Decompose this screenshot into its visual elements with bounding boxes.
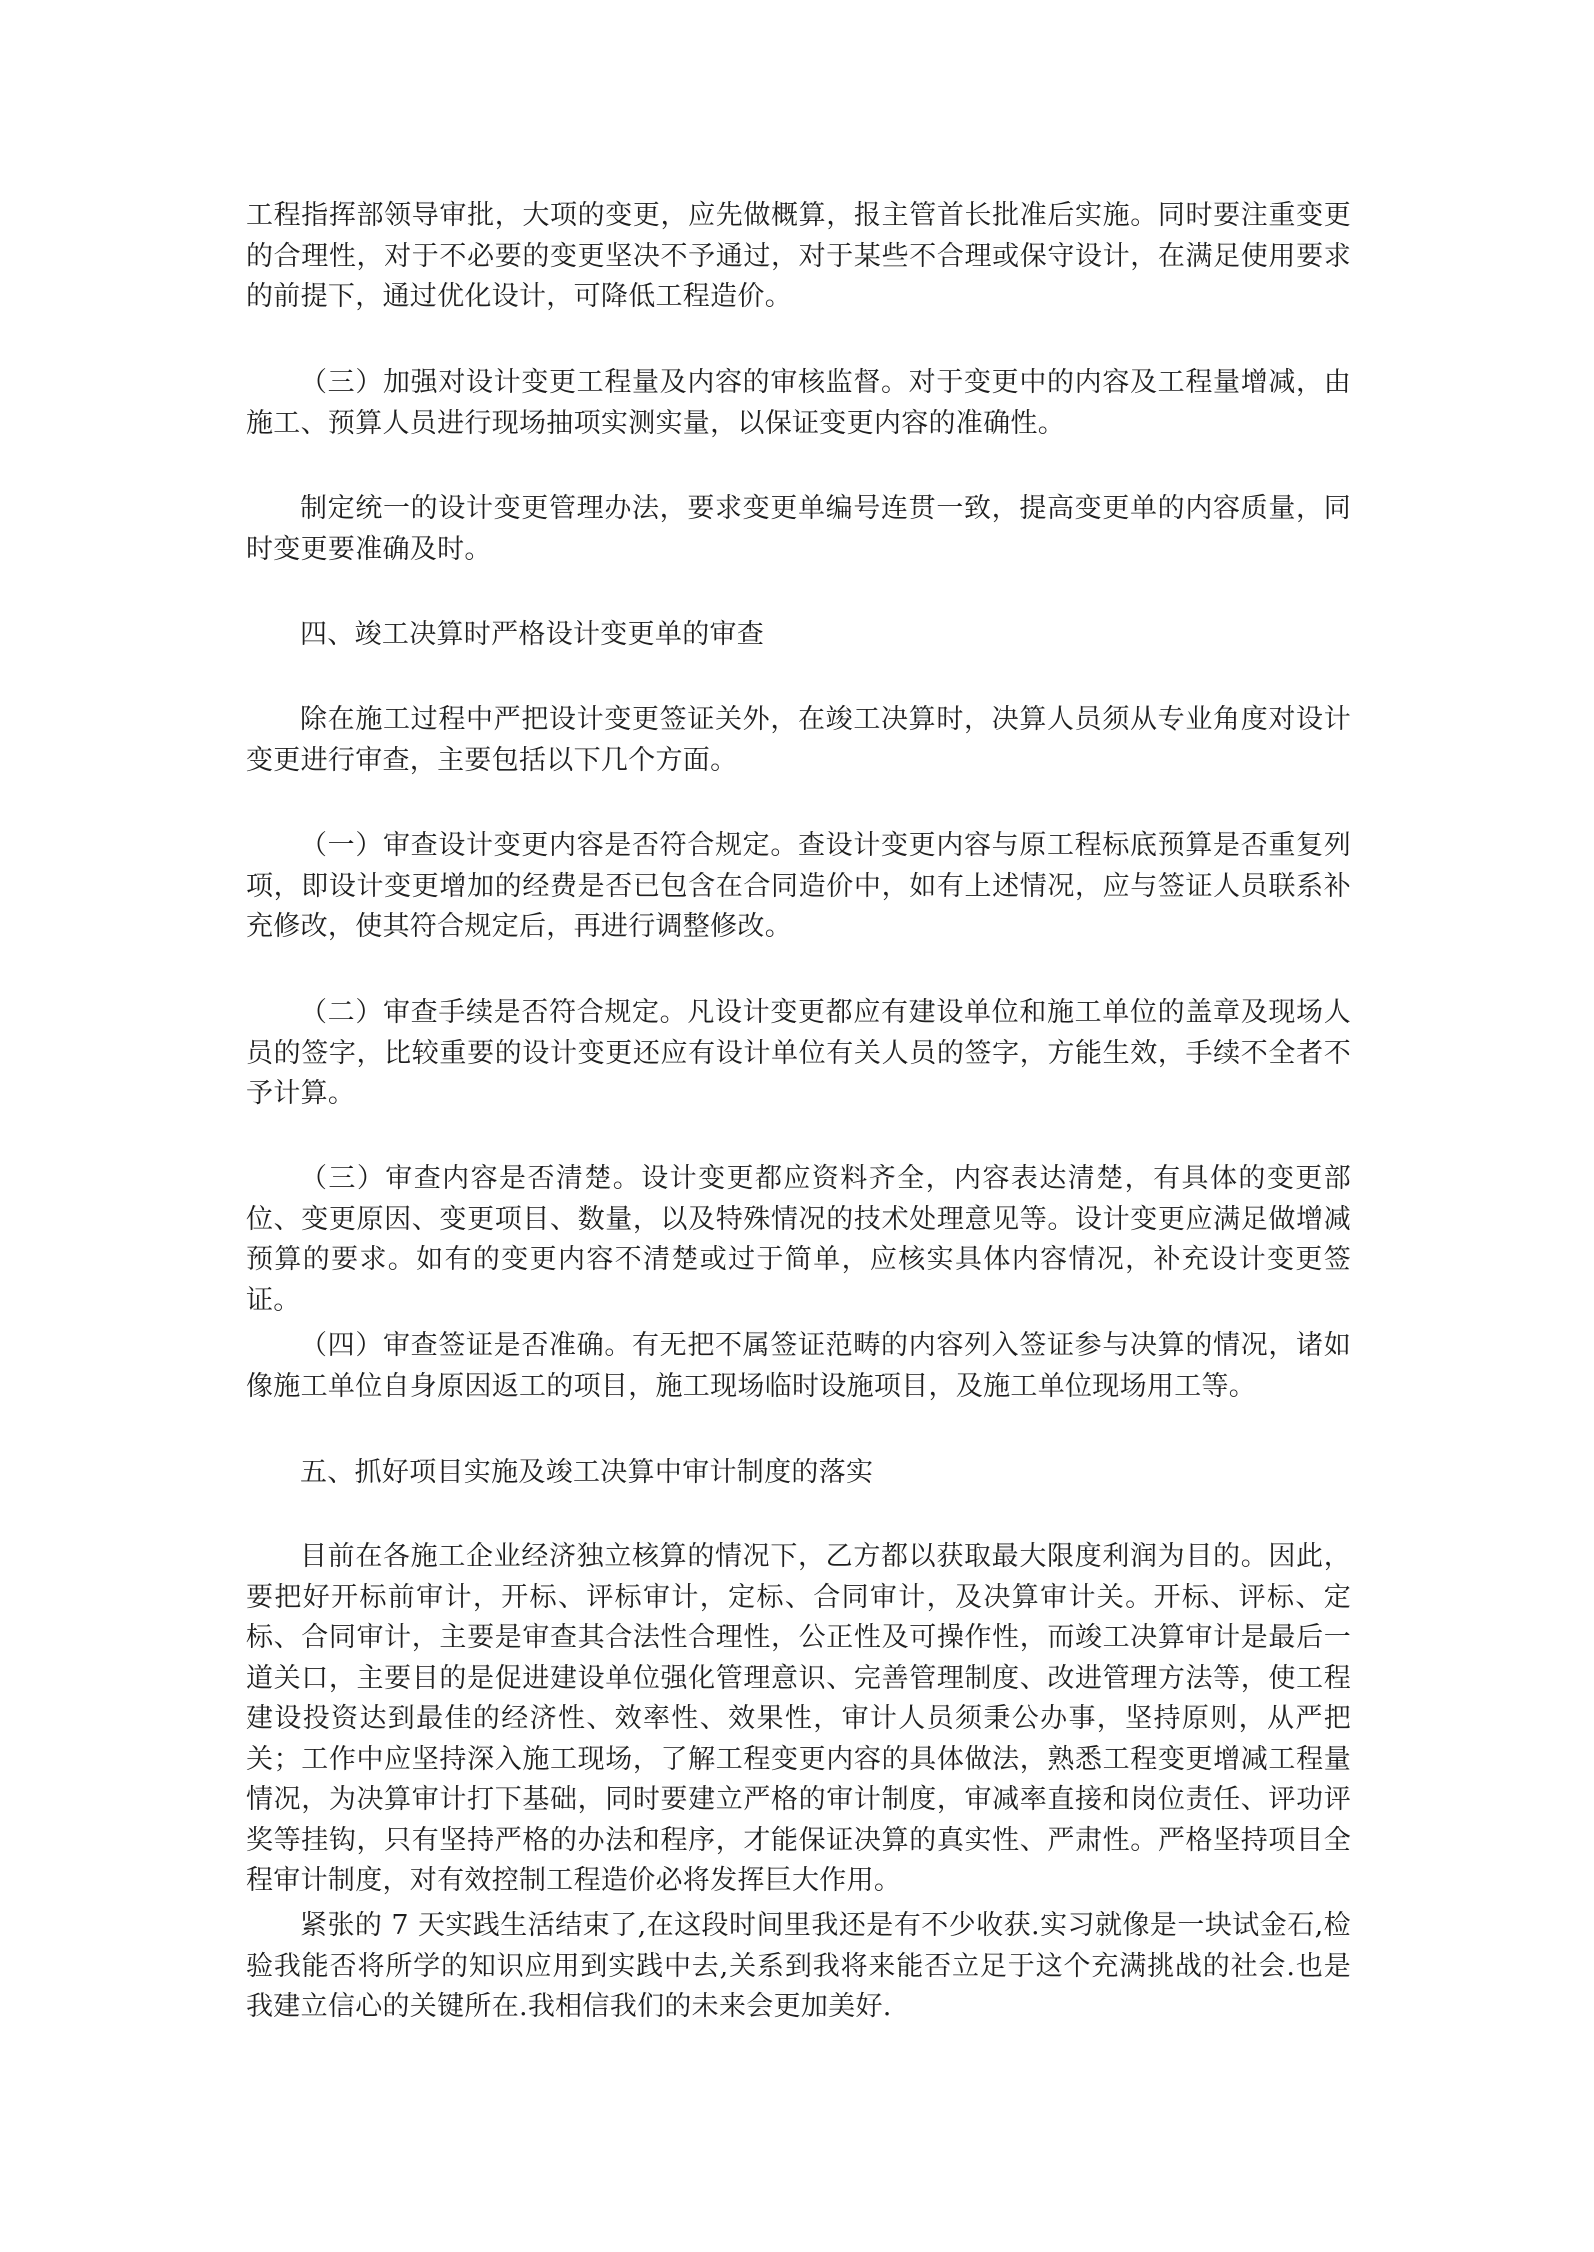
- paragraph-management-method: 制定统一的设计变更管理办法，要求变更单编号连贯一致，提高变更单的内容质量，同时变更要准确及时。: [246, 493, 1351, 565]
- section-heading-five: 五、抓好项目实施及竣工决算中审计制度的落实: [300, 1457, 874, 1488]
- paragraph-approval: 工程指挥部领导审批，大项的变更，应先做概算，报主管首长批准后实施。同时要注重变更的合理性，对于不必要的变更坚决不予通过，对于某些不合理或保守设计，在满足使用要求的前提下，通过优化设计，可降低工程造价。: [246, 200, 1351, 312]
- paragraph-review-four: （四）审查签证是否准确。有无把不属签证范畴的内容列入签证参与决算的情况，诸如像施工单位自身原因返工的项目，施工现场临时设施项目，及施工单位现场用工等。: [246, 1330, 1351, 1402]
- paragraph-audit-system: 目前在各施工企业经济独立核算的情况下，乙方都以获取最大限度利润为目的。因此，要把好开标前审计，开标、评标审计，定标、合同审计，及决算审计关。开标、评标、定标、合同审计，主要是审查其合法性合理性，公正性及可操作性，而竣工决算审计是最后一道关口，主要目的是促进建设单位强化管理意识、完善管理制度、改进管理方法等，使工程建设投资达到最佳的经济性、效率性、效果性，审计人员须秉公办事，坚持原则，从严把关；工作中应坚持深入施工现场，了解工程变更内容的具体做法，熟悉工程变更增减工程量情况，为决算审计打下基础，同时要建立严格的审计制度，审减率直接和岗位责任、评功评奖等挂钩，只有坚持严格的办法和程序，才能保证决算的真实性、严肃性。严格坚持项目全程审计制度，对有效控制工程造价必将发挥巨大作用。: [246, 1541, 1351, 1896]
- paragraph-audit-supervision: （三）加强对设计变更工程量及内容的审核监督。对于变更中的内容及工程量增减，由施工、预算人员进行现场抽项实测实量，以保证变更内容的准确性。: [246, 367, 1351, 439]
- paragraph-review-one: （一）审查设计变更内容是否符合规定。查设计变更内容与原工程标底预算是否重复列项，即设计变更增加的经费是否已包含在合同造价中，如有上述情况，应与签证人员联系补充修改，使其符合规定后，再进行调整修改。: [246, 830, 1351, 942]
- paragraph-review-three: （三）审查内容是否清楚。设计变更都应资料齐全，内容表达清楚，有具体的变更部位、变更原因、变更项目、数量，以及特殊情况的技术处理意见等。设计变更应满足做增减预算的要求。如有的变更内容不清楚或过于简单，应核实具体内容情况，补充设计变更签证。: [246, 1163, 1351, 1316]
- section-heading-four: 四、竣工决算时严格设计变更单的审查: [300, 619, 765, 650]
- paragraph-review-two: （二）审查手续是否符合规定。凡设计变更都应有建设单位和施工单位的盖章及现场人员的签字，比较重要的设计变更还应有设计单位有关人员的签字，方能生效，手续不全者不予计算。: [246, 997, 1351, 1109]
- paragraph-closing-reflection: 紧张的 7 天实践生活结束了,在这段时间里我还是有不少收获.实习就像是一块试金石,检验我能否将所学的知识应用到实践中去,关系到我将来能否立足于这个充满挑战的社会.也是我建立信心的关键所在.我相信我们的未来会更加美好.: [246, 1910, 1351, 2022]
- paragraph-final-review-intro: 除在施工过程中严把设计变更签证关外，在竣工决算时，决算人员须从专业角度对设计变更进行审查，主要包括以下几个方面。: [246, 704, 1351, 776]
